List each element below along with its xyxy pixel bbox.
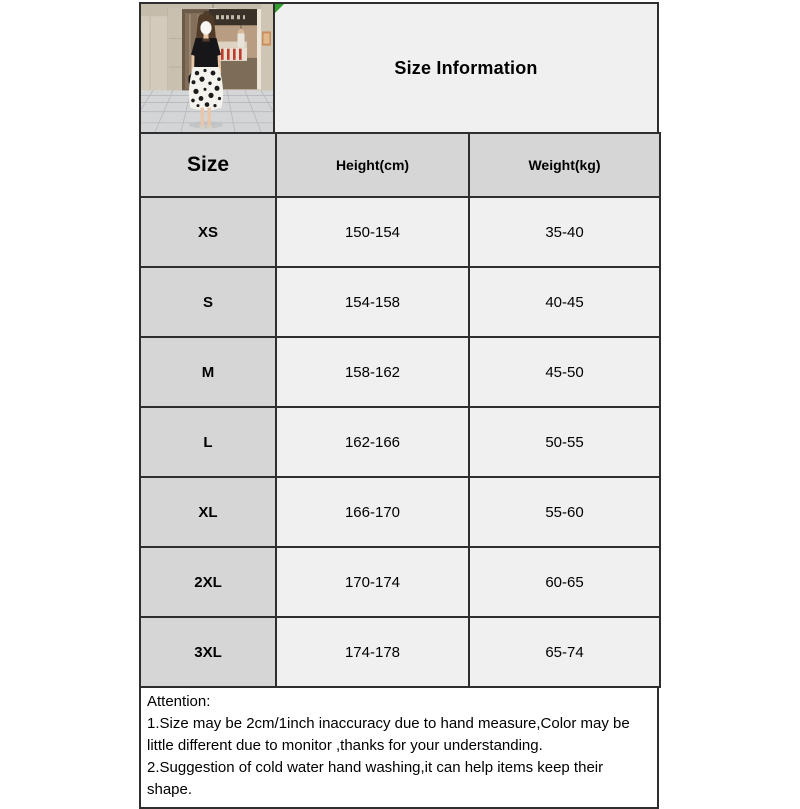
column-header-size: Size <box>140 133 276 197</box>
size-cell: S <box>140 267 276 337</box>
height-cell: 170-174 <box>276 547 469 617</box>
height-cell: 166-170 <box>276 477 469 547</box>
table-row <box>140 197 660 267</box>
attention-box <box>139 688 659 809</box>
size-cell: L <box>140 407 276 477</box>
table-row <box>140 547 660 617</box>
attention-line: 2.Suggestion of cold water hand washing,it can help items keep their shape. <box>147 759 604 798</box>
weight-cell: 65-74 <box>469 617 660 687</box>
weight-cell: 45-50 <box>469 337 660 407</box>
table-row <box>140 337 660 407</box>
attention-line: 1.Size may be 2cm/1inch inaccuracy due to hand measure,Color may be little different due to monitor ,thanks for your understanding. <box>147 715 630 754</box>
column-header-weight: Weight(kg) <box>469 133 660 197</box>
size-cell: M <box>140 337 276 407</box>
column-header-height: Height(cm) <box>276 133 469 197</box>
height-cell: 158-162 <box>276 337 469 407</box>
table-row <box>140 617 660 687</box>
product-photo <box>141 4 275 132</box>
table-row <box>140 407 660 477</box>
product-photo-illustration <box>141 4 273 132</box>
size-cell: 2XL <box>140 547 276 617</box>
wall-column <box>168 8 182 91</box>
title-cell <box>275 4 657 132</box>
height-cell: 174-178 <box>276 617 469 687</box>
size-chart-content <box>139 2 659 809</box>
height-cell: 150-154 <box>276 197 469 267</box>
top-row <box>139 2 659 132</box>
attention-title: Attention: <box>147 693 211 710</box>
size-cell: 3XL <box>140 617 276 687</box>
weight-cell: 40-45 <box>469 267 660 337</box>
table-header-row <box>140 133 660 197</box>
height-cell: 154-158 <box>276 267 469 337</box>
page-title: Size Information <box>394 57 538 78</box>
weight-cell: 50-55 <box>469 407 660 477</box>
size-cell: XS <box>140 197 276 267</box>
table-row <box>140 267 660 337</box>
weight-cell: 60-65 <box>469 547 660 617</box>
person-inside-shop <box>238 29 245 48</box>
weight-cell: 35-40 <box>469 197 660 267</box>
excel-green-marker-icon <box>275 4 284 13</box>
size-table <box>139 132 661 688</box>
size-cell: XL <box>140 477 276 547</box>
height-cell: 162-166 <box>276 407 469 477</box>
table-row <box>140 477 660 547</box>
weight-cell: 55-60 <box>469 477 660 547</box>
